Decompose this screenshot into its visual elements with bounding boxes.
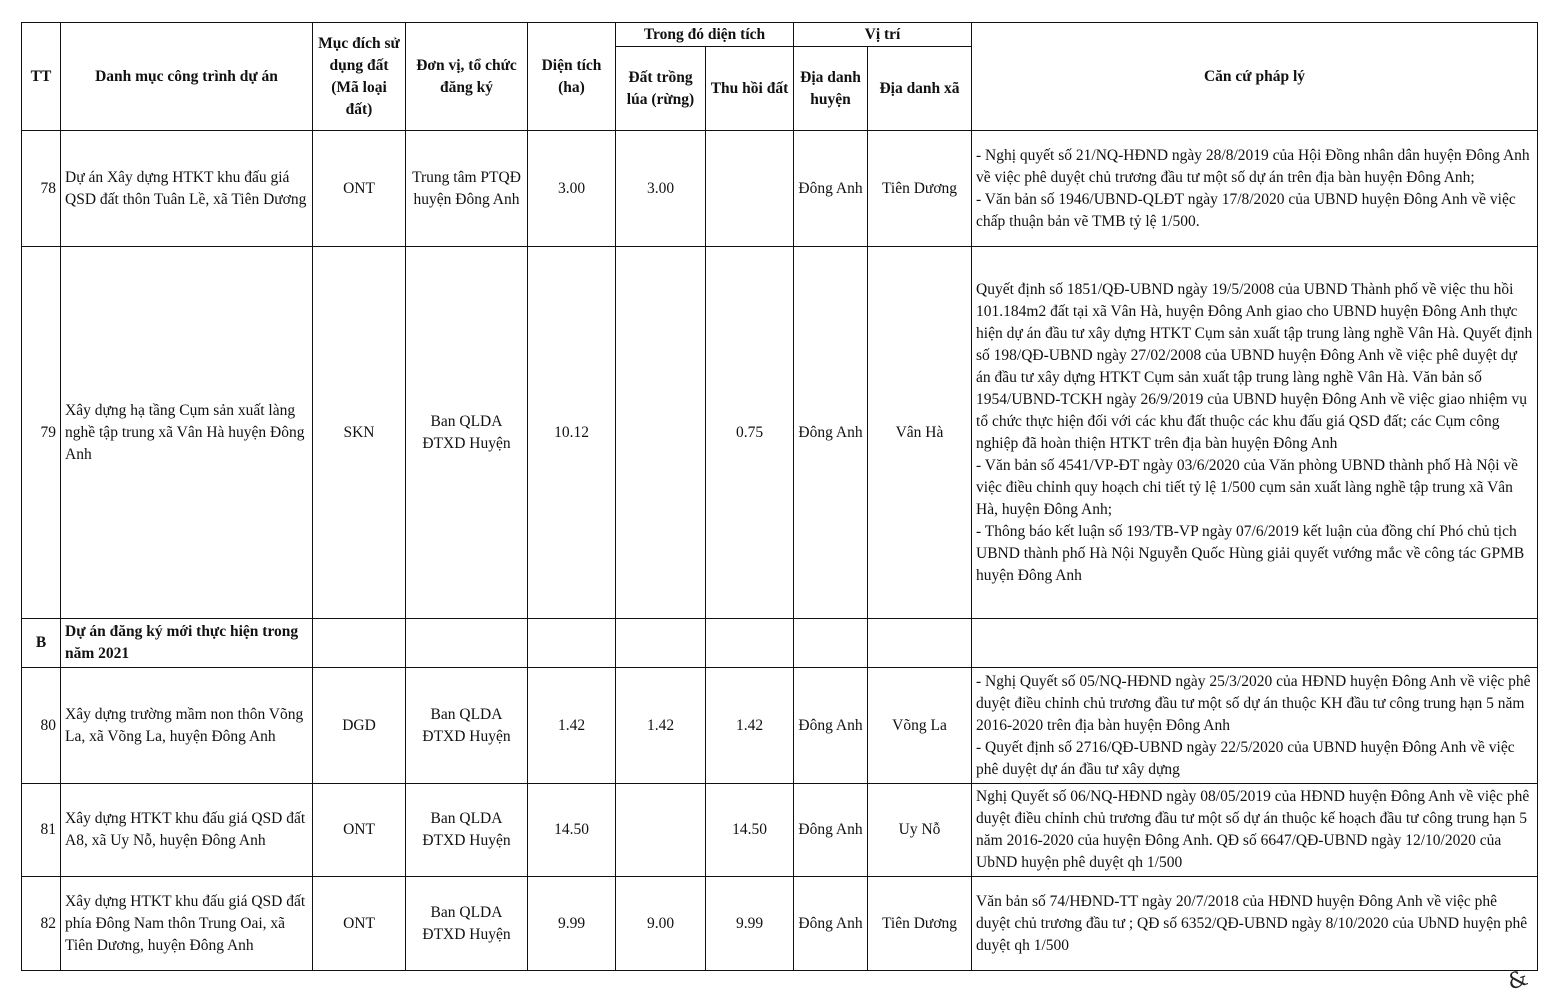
header-tt: TT — [22, 23, 61, 131]
cell-district: Đông Anh — [794, 668, 868, 784]
cell-district: Đông Anh — [794, 131, 868, 247]
cell-commune: Võng La — [868, 668, 972, 784]
table-row — [22, 784, 1538, 877]
header-legal: Căn cứ pháp lý — [972, 23, 1538, 131]
cell-tt: 82 — [22, 877, 61, 971]
cell-area: 1.42 — [528, 668, 616, 784]
cell-district: Đông Anh — [794, 247, 868, 619]
cell-project: Dự án Xây dựng HTKT khu đấu giá QSD đất thôn Tuân Lề, xã Tiên Dương — [61, 131, 313, 247]
cell-area: 14.50 — [528, 784, 616, 877]
cell-unit: Ban QLDA ĐTXD Huyện — [406, 877, 528, 971]
header-purpose: Mục đích sử dụng đất (Mã loại đất) — [313, 23, 406, 131]
cell-tt: 81 — [22, 784, 61, 877]
cell-unit: Trung tâm PTQĐ huyện Đông Anh — [406, 131, 528, 247]
cell-project: Xây dựng HTKT khu đấu giá QSD đất phía Đông Nam thôn Trung Oai, xã Tiên Dương, huyện Đông Anh — [61, 877, 313, 971]
header-location: Vị trí — [794, 23, 972, 47]
cell-recover: 9.99 — [706, 877, 794, 971]
cell-recover: 14.50 — [706, 784, 794, 877]
cell-recover: 0.75 — [706, 247, 794, 619]
cell-district: Đông Anh — [794, 877, 868, 971]
cell-legal: - Nghị quyết số 21/NQ-HĐND ngày 28/8/2019 của Hội Đồng nhân dân huyện Đông Anh về việc phê duyệt chủ trương đầu tư một số dự án trên địa bàn huyện Đông Anh; - Văn bản số 1946/UBND-QLĐT ngày 17/8/2020 của UBND huyện Đông Anh về việc chấp thuận bản vẽ TMB tỷ lệ 1/500. — [972, 131, 1538, 247]
cell-unit: Ban QLDA ĐTXD Huyện — [406, 784, 528, 877]
cell-commune: Uy Nỗ — [868, 784, 972, 877]
cell-rice — [616, 247, 706, 619]
header-project: Danh mục công trình dự án — [61, 23, 313, 131]
cell-project: Xây dựng hạ tầng Cụm sản xuất làng nghề tập trung xã Vân Hà huyện Đông Anh — [61, 247, 313, 619]
cell-project: Xây dựng trường mầm non thôn Võng La, xã Võng La, huyện Đông Anh — [61, 668, 313, 784]
cell-tt: 78 — [22, 131, 61, 247]
cell-tt: 80 — [22, 668, 61, 784]
header-of-which: Trong đó diện tích — [616, 23, 794, 47]
cell-legal: - Nghị Quyết số 05/NQ-HĐND ngày 25/3/2020 của HĐND huyện Đông Anh về việc phê duyệt điều chỉnh chủ trương đầu tư một số dự án thuộc KH đầu tư công trung hạn 5 năm 2016-2020 trên địa bàn huyện Đông Anh - Quyết định số 2716/QĐ-UBND ngày 22/5/2020 của UBND huyện Đông Anh về việc phê duyệt dự án đầu tư xây dựng — [972, 668, 1538, 784]
cell-purpose: ONT — [313, 877, 406, 971]
header-recover: Thu hồi đất — [706, 47, 794, 131]
section-title: Dự án đăng ký mới thực hiện trong năm 2021 — [61, 619, 313, 668]
cell-legal: Văn bản số 74/HĐND-TT ngày 20/7/2018 của HĐND huyện Đông Anh về việc phê duyệt chủ trương đầu tư ; QĐ số 6352/QĐ-UBND ngày 8/10/2020 của UbND huyện phê duyệt qh 1/500 — [972, 877, 1538, 971]
table-row — [22, 247, 1538, 619]
cell-purpose: ONT — [313, 131, 406, 247]
header-commune: Địa danh xã — [868, 47, 972, 131]
cell-rice: 1.42 — [616, 668, 706, 784]
cell-purpose: SKN — [313, 247, 406, 619]
corner-initial-mark: & — [1504, 965, 1531, 996]
header-rice: Đất trồng lúa (rừng) — [616, 47, 706, 131]
cell-unit: Ban QLDA ĐTXD Huyện — [406, 247, 528, 619]
cell-commune: Tiên Dương — [868, 131, 972, 247]
cell-district: Đông Anh — [794, 784, 868, 877]
land-use-table — [21, 22, 1538, 971]
cell-purpose: DGD — [313, 668, 406, 784]
header-district: Địa danh huyện — [794, 47, 868, 131]
cell-tt: 79 — [22, 247, 61, 619]
cell-rice — [616, 784, 706, 877]
section-code: B — [22, 619, 61, 668]
cell-legal: Nghị Quyết số 06/NQ-HĐND ngày 08/05/2019 của HĐND huyện Đông Anh về việc phê duyệt điều chỉnh chủ trương đầu tư một số dự án thuộc kế hoạch đầu tư công trung hạn 5 năm 2016-2020 của huyện Đông Anh. QĐ số 6647/QĐ-UBND ngày 12/10/2020 của UbND huyện phê duyệt qh 1/500 — [972, 784, 1538, 877]
cell-rice: 9.00 — [616, 877, 706, 971]
table-row — [22, 877, 1538, 971]
table-row — [22, 668, 1538, 784]
cell-purpose: ONT — [313, 784, 406, 877]
cell-recover: 1.42 — [706, 668, 794, 784]
cell-rice: 3.00 — [616, 131, 706, 247]
cell-legal: Quyết định số 1851/QĐ-UBND ngày 19/5/2008 của UBND Thành phố về việc thu hồi 101.184m2 đất tại xã Vân Hà, huyện Đông Anh giao cho UBND huyện Đông Anh thực hiện dự án đầu tư xây dựng HTKT Cụm sản xuất tập trung làng nghề Vân Hà. Quyết định số 198/QĐ-UBND ngày 27/02/2008 của UBND huyện Đông Anh về việc phê duyệt dự án đầu tư xây dựng HTKT Cụm sản xuất tập trung làng nghề Vân Hà. Văn bản số 1954/UBND-TCKH ngày 26/9/2019 của UBND huyện Đông Anh về việc giao nhiệm vụ tổ chức thực hiện đối với các khu đất thuộc các khu đấu giá QSD đất; các Cụm công nghiệp đã hoàn thiện HTKT trên địa bàn huyện Đông Anh - Văn bản số 4541/VP-ĐT ngày 03/6/2020 của Văn phòng UBND thành phố Hà Nội về việc điều chỉnh quy hoạch chi tiết tỷ lệ 1/500 cụm sản xuất làng nghề tập trung xã Vân Hà, huyện Đông Anh; - Thông báo kết luận số 193/TB-VP ngày 07/6/2019 kết luận của đồng chí Phó chủ tịch UBND thành phố Hà Nội Nguyễn Quốc Hùng giải quyết vướng mắc về công tác GPMB huyện Đông Anh — [972, 247, 1538, 619]
cell-area: 9.99 — [528, 877, 616, 971]
header-unit: Đơn vị, tổ chức đăng ký — [406, 23, 528, 131]
cell-area: 10.12 — [528, 247, 616, 619]
cell-area: 3.00 — [528, 131, 616, 247]
cell-unit: Ban QLDA ĐTXD Huyện — [406, 668, 528, 784]
section-row — [22, 619, 1538, 668]
header-area: Diện tích (ha) — [528, 23, 616, 131]
table-row — [22, 131, 1538, 247]
cell-commune: Vân Hà — [868, 247, 972, 619]
cell-recover — [706, 131, 794, 247]
cell-commune: Tiên Dương — [868, 877, 972, 971]
cell-project: Xây dựng HTKT khu đấu giá QSD đất A8, xã Uy Nỗ, huyện Đông Anh — [61, 784, 313, 877]
